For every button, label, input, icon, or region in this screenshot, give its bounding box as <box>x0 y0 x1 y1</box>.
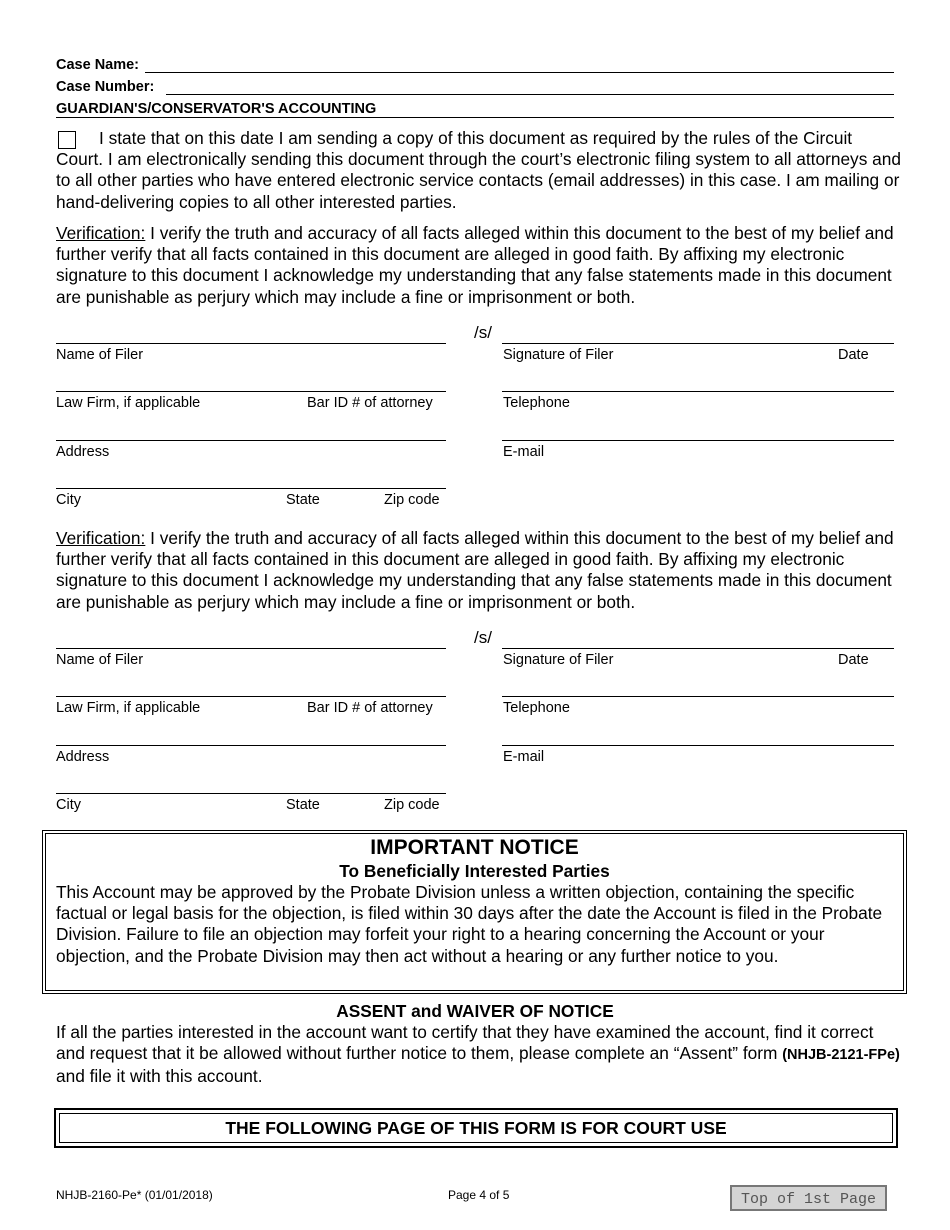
case-name-label: Case Name: <box>56 57 140 73</box>
signature-line-2[interactable] <box>502 648 894 649</box>
law-firm-label-2: Law Firm, if applicable <box>56 700 201 716</box>
law-firm-label-1: Law Firm, if applicable <box>56 395 201 411</box>
sig-prefix-1: /s/ <box>474 323 492 342</box>
court-use-text: THE FOLLOWING PAGE OF THIS FORM IS FOR COURT USE <box>59 1113 893 1143</box>
certification-text <box>56 128 901 213</box>
assent-title: ASSENT and WAIVER OF NOTICE <box>336 1001 614 1021</box>
email-label-2: E-mail <box>503 749 545 765</box>
address-label-1: Address <box>56 444 110 460</box>
city-label-2: City <box>56 797 81 813</box>
important-notice-box <box>45 833 904 991</box>
verification-1-heading: Verification: <box>56 223 146 243</box>
zip-label-1: Zip code <box>384 492 440 508</box>
notice-text: This Account may be approved by the Probate Division unless a written objection, containing the specific factual or legal basis for the objection, is filed within 30 days after the date the Account is filed in the Probate Division. Failure to file an objection may forfeit your right to a hearing concerning the Account or your objection, and the Probate Division may then act without a hearing or any further notice to you. <box>56 882 883 966</box>
address-line-2[interactable] <box>56 745 446 746</box>
zip-label-2: Zip code <box>384 797 440 813</box>
top-of-first-page-button[interactable]: Top of 1st Page <box>730 1185 887 1211</box>
telephone-label-1: Telephone <box>503 395 570 411</box>
date-label-1: Date <box>838 347 869 363</box>
bar-id-label-2: Bar ID # of attorney <box>307 700 433 716</box>
state-label-2: State <box>286 797 320 813</box>
form-id: NHJB-2160-Pe* (01/01/2018) <box>56 1188 213 1202</box>
law-firm-line-2[interactable] <box>56 696 446 697</box>
verification-2-text <box>56 528 901 613</box>
signature-of-filer-label-2: Signature of Filer <box>503 652 614 668</box>
assent-text <box>56 1022 901 1088</box>
name-of-filer-line-1[interactable] <box>56 343 446 344</box>
city-line-2[interactable] <box>56 793 446 794</box>
notice-subtitle: To Beneficially Interested Parties <box>339 861 610 881</box>
name-of-filer-label-2: Name of Filer <box>56 652 144 668</box>
city-line-1[interactable] <box>56 488 446 489</box>
verification-2-heading: Verification: <box>56 528 146 548</box>
address-label-2: Address <box>56 749 110 765</box>
city-label-1: City <box>56 492 81 508</box>
name-of-filer-line-2[interactable] <box>56 648 446 649</box>
assent-form-ref: (NHJB-2121-FPe) <box>782 1047 900 1064</box>
name-of-filer-label-1: Name of Filer <box>56 347 144 363</box>
law-firm-line-1[interactable] <box>56 391 446 392</box>
telephone-label-2: Telephone <box>503 700 570 716</box>
date-label-2: Date <box>838 652 869 668</box>
form-title-rule <box>56 117 894 118</box>
page-number: Page 4 of 5 <box>448 1188 510 1202</box>
form-title: GUARDIAN'S/CONSERVATOR'S ACCOUNTING <box>56 101 377 117</box>
certification-text-content: I state that on this date I am sending a copy of this document as required by the rules of the Circuit Court. I am electronically sending this document through the court’s electronic filing system to all attorneys and to all other parties who have entered electronic service contacts (email addresses) in this case. I am mailing or hand-delivering copies to all other interested parties. <box>56 128 901 212</box>
state-label-1: State <box>286 492 320 508</box>
address-line-1[interactable] <box>56 440 446 441</box>
signature-of-filer-label-1: Signature of Filer <box>503 347 614 363</box>
email-line-1[interactable] <box>502 440 894 441</box>
verification-1-body: I verify the truth and accuracy of all facts alleged within this document to the best of my belief and further verify that all facts contained in this document are alleged in good faith. By affixing my electronic signature to this document I acknowledge my understanding that any false statements made in this document are punishable as perjury which may include a fine or imprisonment or both. <box>56 223 894 307</box>
telephone-line-2[interactable] <box>502 696 894 697</box>
signature-line-1[interactable] <box>502 343 894 344</box>
email-line-2[interactable] <box>502 745 894 746</box>
sig-prefix-2: /s/ <box>474 628 492 647</box>
case-number-line[interactable] <box>166 94 894 95</box>
telephone-line-1[interactable] <box>502 391 894 392</box>
notice-title: IMPORTANT NOTICE <box>370 836 579 859</box>
court-use-box <box>54 1108 898 1148</box>
case-name-line[interactable] <box>145 72 894 73</box>
case-number-label: Case Number: <box>56 79 155 95</box>
assent-text-before: If all the parties interested in the account want to certify that they have examined the account, find it correct and request that it be allowed without further notice to them, please complete an “Assent” form <box>56 1022 874 1064</box>
email-label-1: E-mail <box>503 444 545 460</box>
verification-1-text <box>56 223 901 308</box>
bar-id-label-1: Bar ID # of attorney <box>307 395 433 411</box>
assent-text-after: and file it with this account. <box>56 1066 263 1087</box>
verification-2-body: I verify the truth and accuracy of all facts alleged within this document to the best of my belief and further verify that all facts contained in this document are alleged in good faith. By affixing my electronic signature to this document I acknowledge my understanding that any false statements made in this document are punishable as perjury which may include a fine or imprisonment or both. <box>56 528 894 612</box>
